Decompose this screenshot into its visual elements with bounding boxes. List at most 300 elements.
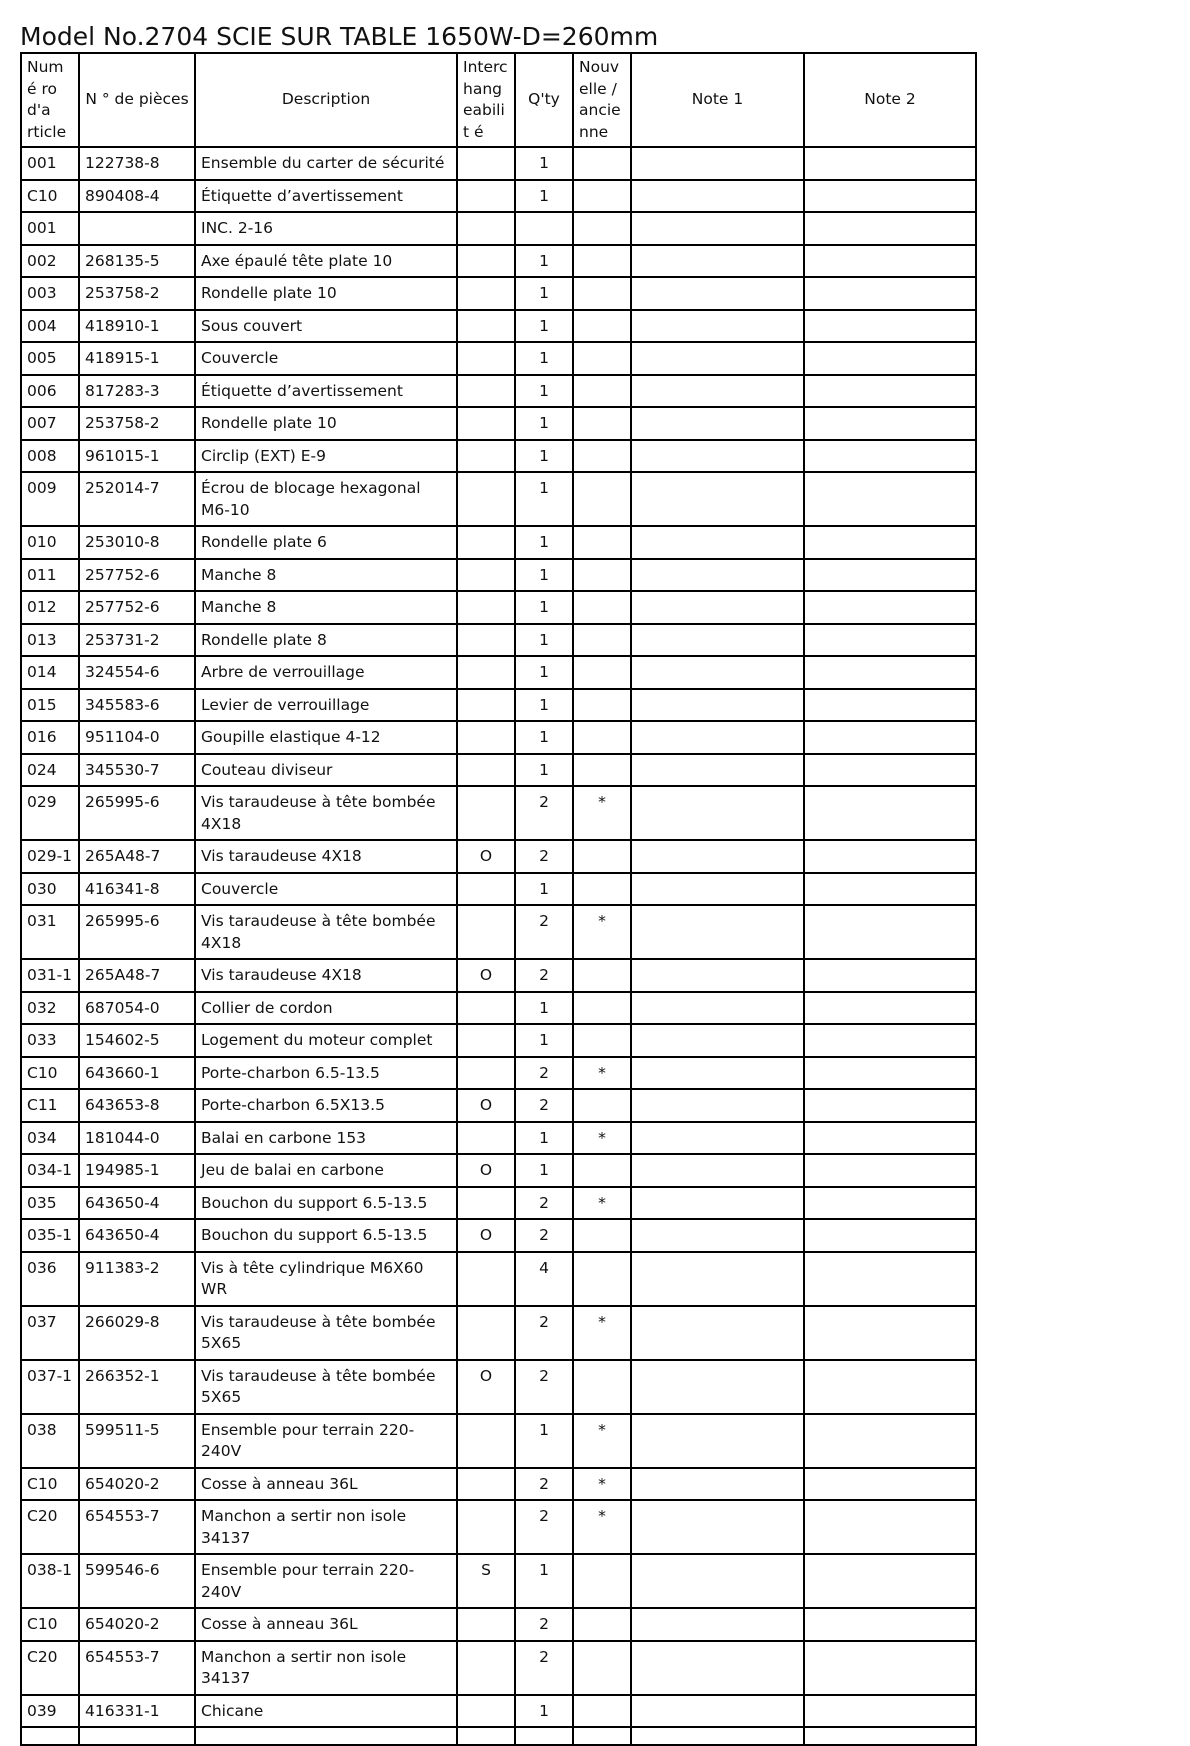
cell-qty: 2 [515, 1468, 573, 1501]
cell-note1 [631, 1468, 804, 1501]
cell-note2 [804, 1306, 976, 1360]
cell-new-old [573, 1608, 631, 1641]
cell-new-old [573, 624, 631, 657]
empty-cell [79, 1727, 195, 1745]
cell-new-old [573, 245, 631, 278]
table-row [21, 277, 976, 310]
table-row [21, 212, 976, 245]
table-row [21, 656, 976, 689]
table-row [21, 1554, 976, 1608]
cell-description: Levier de verrouillage [195, 689, 457, 722]
cell-part-no: 266029-8 [79, 1306, 195, 1360]
cell-qty: 4 [515, 1252, 573, 1306]
cell-description: Rondelle plate 8 [195, 624, 457, 657]
cell-note2 [804, 1695, 976, 1728]
cell-note1 [631, 440, 804, 473]
cell-qty: 2 [515, 1187, 573, 1220]
cell-interchangeability: O [457, 1154, 515, 1187]
cell-note2 [804, 440, 976, 473]
table-row [21, 526, 976, 559]
cell-interchangeability [457, 754, 515, 787]
cell-description: Jeu de balai en carbone [195, 1154, 457, 1187]
cell-note1 [631, 1154, 804, 1187]
cell-note2 [804, 786, 976, 840]
cell-item-no: 005 [21, 342, 79, 375]
table-row [21, 754, 976, 787]
cell-note2 [804, 375, 976, 408]
cell-new-old [573, 1695, 631, 1728]
cell-part-no: 416331-1 [79, 1695, 195, 1728]
cell-part-no: 599546-6 [79, 1554, 195, 1608]
cell-description: Vis taraudeuse 4X18 [195, 840, 457, 873]
cell-note1 [631, 1057, 804, 1090]
cell-note1 [631, 721, 804, 754]
table-row [21, 375, 976, 408]
cell-note2 [804, 1154, 976, 1187]
cell-description: Manche 8 [195, 591, 457, 624]
cell-item-no: 031 [21, 905, 79, 959]
cell-note2 [804, 689, 976, 722]
cell-qty: 1 [515, 1414, 573, 1468]
cell-qty: 1 [515, 1122, 573, 1155]
cell-qty: 1 [515, 180, 573, 213]
cell-item-no: 036 [21, 1252, 79, 1306]
cell-part-no: 643653-8 [79, 1089, 195, 1122]
cell-part-no: 265A48-7 [79, 840, 195, 873]
cell-item-no: 010 [21, 526, 79, 559]
cell-qty: 2 [515, 959, 573, 992]
cell-item-no: 037-1 [21, 1360, 79, 1414]
cell-note1 [631, 1306, 804, 1360]
cell-note1 [631, 1608, 804, 1641]
cell-description: Chicane [195, 1695, 457, 1728]
cell-description: Étiquette d’avertissement [195, 375, 457, 408]
table-header-row [21, 53, 976, 147]
cell-item-no: 007 [21, 407, 79, 440]
table-row [21, 1500, 976, 1554]
cell-part-no: 951104-0 [79, 721, 195, 754]
table-row [21, 1219, 976, 1252]
cell-new-old [573, 440, 631, 473]
cell-interchangeability [457, 1500, 515, 1554]
cell-description: Bouchon du support 6.5-13.5 [195, 1187, 457, 1220]
cell-part-no: 194985-1 [79, 1154, 195, 1187]
table-row [21, 840, 976, 873]
cell-new-old [573, 1360, 631, 1414]
cell-part-no: 253731-2 [79, 624, 195, 657]
table-row [21, 440, 976, 473]
cell-note1 [631, 342, 804, 375]
cell-note1 [631, 689, 804, 722]
cell-new-old [573, 559, 631, 592]
cell-interchangeability [457, 1252, 515, 1306]
cell-note2 [804, 1122, 976, 1155]
cell-new-old [573, 526, 631, 559]
cell-description: Manchon a sertir non isole 34137 [195, 1641, 457, 1695]
cell-note1 [631, 873, 804, 906]
empty-cell [195, 1727, 457, 1745]
table-row [21, 1641, 976, 1695]
cell-qty: 2 [515, 1500, 573, 1554]
cell-qty: 2 [515, 1219, 573, 1252]
cell-part-no: 253010-8 [79, 526, 195, 559]
cell-qty: 1 [515, 375, 573, 408]
cell-part-no: 345530-7 [79, 754, 195, 787]
cell-note2 [804, 1024, 976, 1057]
cell-description: INC. 2-16 [195, 212, 457, 245]
cell-new-old [573, 310, 631, 343]
cell-interchangeability [457, 1306, 515, 1360]
cell-qty [515, 212, 573, 245]
cell-item-no: 031-1 [21, 959, 79, 992]
cell-interchangeability [457, 407, 515, 440]
cell-description: Rondelle plate 6 [195, 526, 457, 559]
cell-description: Manchon a sertir non isole 34137 [195, 1500, 457, 1554]
cell-interchangeability [457, 277, 515, 310]
cell-new-old: * [573, 1057, 631, 1090]
cell-interchangeability [457, 1414, 515, 1468]
cell-part-no: 181044-0 [79, 1122, 195, 1155]
cell-note1 [631, 840, 804, 873]
cell-item-no: C10 [21, 1057, 79, 1090]
cell-part-no: 253758-2 [79, 407, 195, 440]
cell-description: Rondelle plate 10 [195, 407, 457, 440]
cell-part-no: 416341-8 [79, 873, 195, 906]
cell-part-no: 643650-4 [79, 1219, 195, 1252]
cell-new-old: * [573, 1468, 631, 1501]
cell-description: Manche 8 [195, 559, 457, 592]
cell-item-no: C10 [21, 1468, 79, 1501]
cell-item-no: 034-1 [21, 1154, 79, 1187]
cell-qty: 1 [515, 591, 573, 624]
cell-interchangeability [457, 375, 515, 408]
cell-qty: 1 [515, 656, 573, 689]
cell-note2 [804, 1219, 976, 1252]
cell-part-no: 599511-5 [79, 1414, 195, 1468]
cell-part-no [79, 212, 195, 245]
cell-new-old [573, 1641, 631, 1695]
cell-qty: 1 [515, 559, 573, 592]
cell-item-no: 011 [21, 559, 79, 592]
cell-interchangeability [457, 992, 515, 1025]
table-row [21, 1122, 976, 1155]
empty-cell [457, 1727, 515, 1745]
cell-description: Balai en carbone 153 [195, 1122, 457, 1155]
cell-item-no: 001 [21, 212, 79, 245]
cell-part-no: 252014-7 [79, 472, 195, 526]
header-note1: Note 1 [631, 53, 804, 147]
table-body [21, 147, 976, 1745]
cell-interchangeability [457, 656, 515, 689]
cell-interchangeability [457, 1641, 515, 1695]
cell-item-no: 039 [21, 1695, 79, 1728]
cell-description: Vis taraudeuse 4X18 [195, 959, 457, 992]
cell-qty: 1 [515, 407, 573, 440]
cell-note1 [631, 1414, 804, 1468]
cell-qty: 1 [515, 1024, 573, 1057]
cell-note2 [804, 873, 976, 906]
cell-new-old: * [573, 1500, 631, 1554]
table-row [21, 959, 976, 992]
table-row [21, 245, 976, 278]
table-row [21, 1187, 976, 1220]
table-row [21, 1608, 976, 1641]
cell-description: Écrou de blocage hexagonal M6-10 [195, 472, 457, 526]
table-row [21, 1468, 976, 1501]
cell-part-no: 418915-1 [79, 342, 195, 375]
cell-note2 [804, 1414, 976, 1468]
empty-cell [804, 1727, 976, 1745]
table-row [21, 873, 976, 906]
cell-note1 [631, 277, 804, 310]
cell-note2 [804, 905, 976, 959]
table-row [21, 407, 976, 440]
cell-description: Vis taraudeuse à tête bombée 5X65 [195, 1360, 457, 1414]
table-row [21, 1360, 976, 1414]
cell-note1 [631, 1500, 804, 1554]
cell-qty: 1 [515, 689, 573, 722]
cell-note1 [631, 905, 804, 959]
cell-part-no: 654020-2 [79, 1468, 195, 1501]
cell-part-no: 687054-0 [79, 992, 195, 1025]
cell-description: Sous couvert [195, 310, 457, 343]
cell-interchangeability [457, 624, 515, 657]
cell-note2 [804, 526, 976, 559]
parts-table [20, 52, 977, 1746]
cell-description: Circlip (EXT) E-9 [195, 440, 457, 473]
header-note2: Note 2 [804, 53, 976, 147]
cell-qty: 2 [515, 1641, 573, 1695]
cell-interchangeability: S [457, 1554, 515, 1608]
cell-part-no: 265995-6 [79, 786, 195, 840]
cell-qty: 1 [515, 721, 573, 754]
cell-qty: 1 [515, 245, 573, 278]
cell-description: Cosse à anneau 36L [195, 1608, 457, 1641]
cell-new-old [573, 591, 631, 624]
cell-qty: 2 [515, 840, 573, 873]
cell-description: Collier de cordon [195, 992, 457, 1025]
cell-item-no: 009 [21, 472, 79, 526]
cell-description: Vis taraudeuse à tête bombée 4X18 [195, 905, 457, 959]
cell-note2 [804, 1360, 976, 1414]
table-row [21, 689, 976, 722]
cell-interchangeability [457, 721, 515, 754]
cell-part-no: 257752-6 [79, 591, 195, 624]
cell-new-old [573, 754, 631, 787]
cell-item-no: 035-1 [21, 1219, 79, 1252]
cell-note1 [631, 1554, 804, 1608]
cell-item-no: 008 [21, 440, 79, 473]
cell-note2 [804, 959, 976, 992]
cell-item-no: 006 [21, 375, 79, 408]
empty-cell [21, 1727, 79, 1745]
header-item-no: Numé ro d'a rticle [21, 53, 79, 147]
cell-interchangeability [457, 342, 515, 375]
table-row [21, 559, 976, 592]
cell-qty: 1 [515, 624, 573, 657]
table-row [21, 1089, 976, 1122]
cell-description: Vis taraudeuse à tête bombée 5X65 [195, 1306, 457, 1360]
empty-cell [573, 1727, 631, 1745]
cell-item-no: 032 [21, 992, 79, 1025]
cell-interchangeability [457, 1187, 515, 1220]
cell-new-old [573, 959, 631, 992]
cell-note2 [804, 1608, 976, 1641]
cell-item-no: 015 [21, 689, 79, 722]
cell-interchangeability [457, 689, 515, 722]
cell-note2 [804, 277, 976, 310]
cell-note1 [631, 754, 804, 787]
cell-qty: 1 [515, 1554, 573, 1608]
header-part-no: N ° de pièces [79, 53, 195, 147]
cell-interchangeability: O [457, 1089, 515, 1122]
cell-interchangeability [457, 873, 515, 906]
cell-note2 [804, 992, 976, 1025]
cell-note1 [631, 1089, 804, 1122]
cell-part-no: 122738-8 [79, 147, 195, 180]
header-qty: Q'ty [515, 53, 573, 147]
cell-note1 [631, 526, 804, 559]
cell-description: Arbre de verrouillage [195, 656, 457, 689]
cell-note2 [804, 754, 976, 787]
header-description: Description [195, 53, 457, 147]
cell-note2 [804, 1554, 976, 1608]
cell-note2 [804, 180, 976, 213]
table-row [21, 1252, 976, 1306]
table-row [21, 905, 976, 959]
cell-item-no: 029-1 [21, 840, 79, 873]
cell-interchangeability: O [457, 959, 515, 992]
cell-new-old [573, 1219, 631, 1252]
cell-qty: 2 [515, 1360, 573, 1414]
cell-note1 [631, 310, 804, 343]
cell-note1 [631, 559, 804, 592]
cell-note1 [631, 472, 804, 526]
cell-item-no: C10 [21, 1608, 79, 1641]
page-title: Model No.2704 SCIE SUR TABLE 1650W-D=260mm [20, 22, 659, 51]
table-row [21, 1057, 976, 1090]
cell-part-no: 890408-4 [79, 180, 195, 213]
cell-item-no: 038-1 [21, 1554, 79, 1608]
cell-new-old [573, 180, 631, 213]
cell-note2 [804, 840, 976, 873]
cell-interchangeability [457, 591, 515, 624]
cell-note1 [631, 1252, 804, 1306]
cell-note1 [631, 212, 804, 245]
cell-description: Couvercle [195, 873, 457, 906]
table-row [21, 342, 976, 375]
cell-new-old: * [573, 1122, 631, 1155]
cell-interchangeability [457, 786, 515, 840]
cell-interchangeability [457, 310, 515, 343]
cell-note2 [804, 1252, 976, 1306]
cell-note2 [804, 1500, 976, 1554]
cell-item-no: 037 [21, 1306, 79, 1360]
cell-qty: 1 [515, 277, 573, 310]
cell-interchangeability [457, 1695, 515, 1728]
cell-part-no: 154602-5 [79, 1024, 195, 1057]
cell-description: Couteau diviseur [195, 754, 457, 787]
cell-part-no: 654553-7 [79, 1500, 195, 1554]
cell-qty: 1 [515, 342, 573, 375]
cell-item-no: 016 [21, 721, 79, 754]
cell-part-no: 324554-6 [79, 656, 195, 689]
cell-qty: 1 [515, 472, 573, 526]
cell-qty: 2 [515, 1089, 573, 1122]
cell-interchangeability [457, 212, 515, 245]
cell-qty: 1 [515, 1154, 573, 1187]
cell-new-old [573, 472, 631, 526]
table-row [21, 310, 976, 343]
cell-interchangeability: O [457, 1360, 515, 1414]
table-row [21, 591, 976, 624]
cell-new-old: * [573, 905, 631, 959]
cell-note2 [804, 721, 976, 754]
cell-new-old [573, 873, 631, 906]
cell-item-no: 002 [21, 245, 79, 278]
cell-part-no: 253758-2 [79, 277, 195, 310]
cell-interchangeability [457, 1024, 515, 1057]
cell-qty: 1 [515, 754, 573, 787]
cell-note2 [804, 147, 976, 180]
cell-new-old [573, 656, 631, 689]
cell-part-no: 265995-6 [79, 905, 195, 959]
cell-note1 [631, 1641, 804, 1695]
cell-note2 [804, 1641, 976, 1695]
cell-note1 [631, 624, 804, 657]
header-interchangeability: Interc hang eabilit é [457, 53, 515, 147]
cell-new-old [573, 1024, 631, 1057]
cell-interchangeability [457, 1057, 515, 1090]
cell-note2 [804, 310, 976, 343]
cell-description: Ensemble du carter de sécurité [195, 147, 457, 180]
cell-part-no: 265A48-7 [79, 959, 195, 992]
cell-interchangeability [457, 1608, 515, 1641]
cell-note2 [804, 342, 976, 375]
cell-item-no: 033 [21, 1024, 79, 1057]
cell-new-old [573, 342, 631, 375]
cell-new-old [573, 212, 631, 245]
cell-qty: 1 [515, 440, 573, 473]
cell-new-old [573, 721, 631, 754]
table-row [21, 1154, 976, 1187]
cell-description: Logement du moteur complet [195, 1024, 457, 1057]
cell-interchangeability: O [457, 1219, 515, 1252]
cell-interchangeability [457, 440, 515, 473]
cell-description: Cosse à anneau 36L [195, 1468, 457, 1501]
cell-note1 [631, 992, 804, 1025]
cell-new-old [573, 147, 631, 180]
cell-description: Axe épaulé tête plate 10 [195, 245, 457, 278]
cell-note1 [631, 1695, 804, 1728]
cell-note1 [631, 786, 804, 840]
cell-part-no: 345583-6 [79, 689, 195, 722]
cell-interchangeability: O [457, 840, 515, 873]
table-row-empty [21, 1727, 976, 1745]
cell-item-no: 029 [21, 786, 79, 840]
table-row [21, 1024, 976, 1057]
cell-qty: 1 [515, 526, 573, 559]
cell-description: Rondelle plate 10 [195, 277, 457, 310]
cell-item-no: C20 [21, 1641, 79, 1695]
table-row [21, 992, 976, 1025]
table-row [21, 721, 976, 754]
cell-qty: 1 [515, 992, 573, 1025]
cell-note1 [631, 1024, 804, 1057]
cell-part-no: 654553-7 [79, 1641, 195, 1695]
cell-part-no: 961015-1 [79, 440, 195, 473]
cell-item-no: C11 [21, 1089, 79, 1122]
